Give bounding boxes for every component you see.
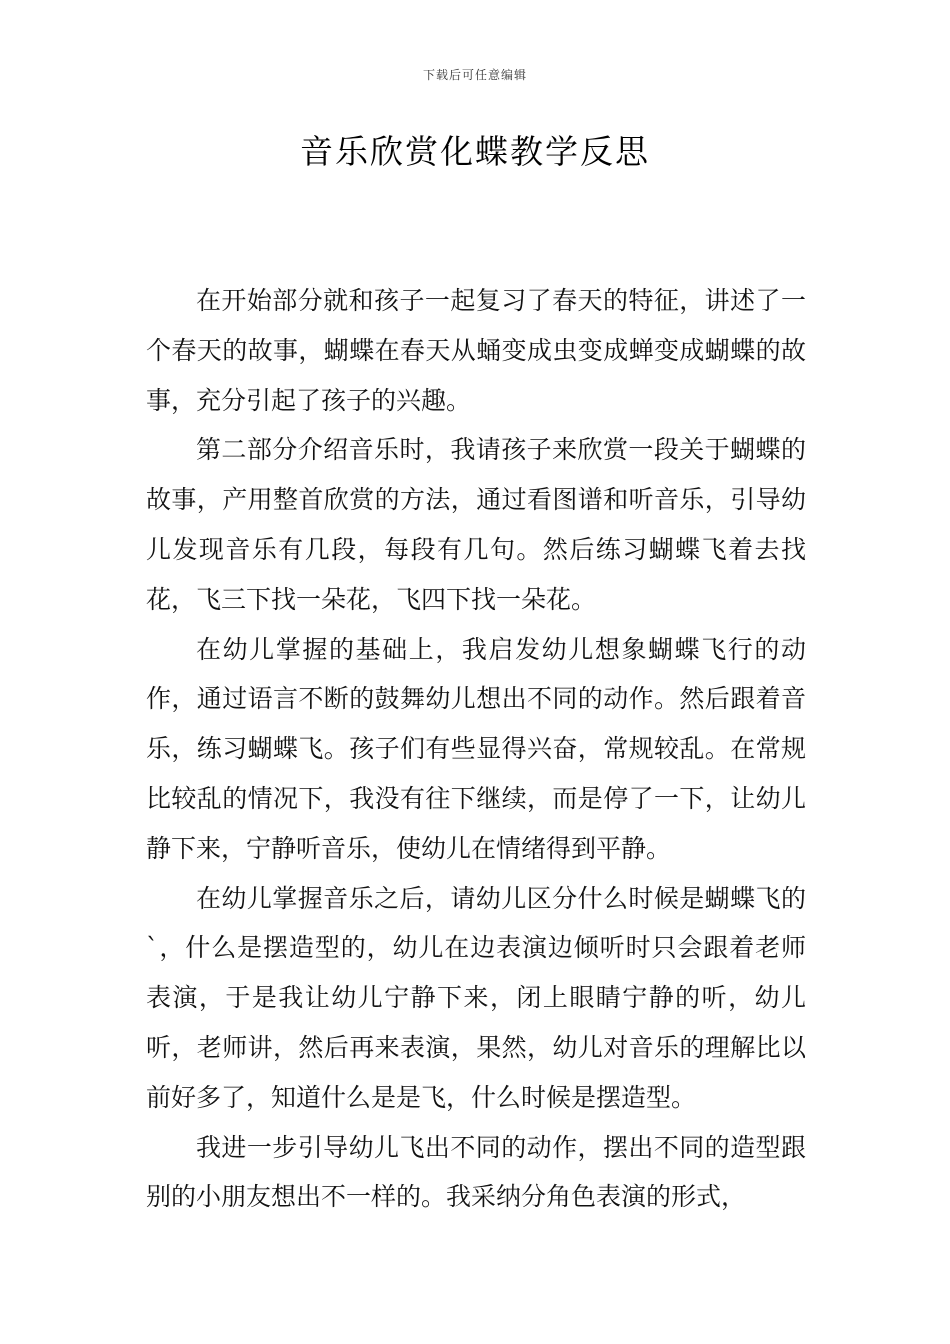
paragraph-1: 在开始部分就和孩子一起复习了春天的特征，讲述了一个春天的故事，蝴蝶在春天从蛹变成虫变成蝉变成蝴蝶的故事，充分引起了孩子的兴趣。 [146,286,806,415]
document-title: 音乐欣赏化蝶教学反思 [300,132,650,171]
paragraph-3: 在幼儿掌握的基础上，我启发幼儿想象蝴蝶飞行的动作，通过语言不断的鼓舞幼儿想出不同的动作。然后跟着音乐，练习蝴蝶飞。孩子们有些显得兴奋，常规较乱。在常规比较乱的情况下，我没有往下继续，而是停了一下，让幼儿静下来，宁静听音乐，使幼儿在情绪得到平静。 [146,634,806,863]
document-body [146,276,806,1222]
header-note: 下载后可任意编辑 [422,68,527,82]
paragraph-5: 我进一步引导幼儿飞出不同的动作，摆出不同的造型跟别的小朋友想出不一样的。我采纳分角色表演的形式， [146,1132,806,1212]
paragraph-2: 第二部分介绍音乐时，我请孩子来欣赏一段关于蝴蝶的故事，产用整首欣赏的方法，通过看图谱和听音乐，引导幼儿发现音乐有几段，每段有几句。然后练习蝴蝶飞着去找花，飞三下找一朵花，飞四下找一朵花。 [146,435,806,614]
paragraph-4: 在幼儿掌握音乐之后，请幼儿区分什么时候是蝴蝶飞的`，什么是摆造型的，幼儿在边表演边倾听时只会跟着老师表演，于是我让幼儿宁静下来，闭上眼睛宁静的听，幼儿听，老师讲，然后再来表演，果然，幼儿对音乐的理解比以前好多了，知道什么是是飞，什么时候是摆造型。 [146,883,806,1112]
